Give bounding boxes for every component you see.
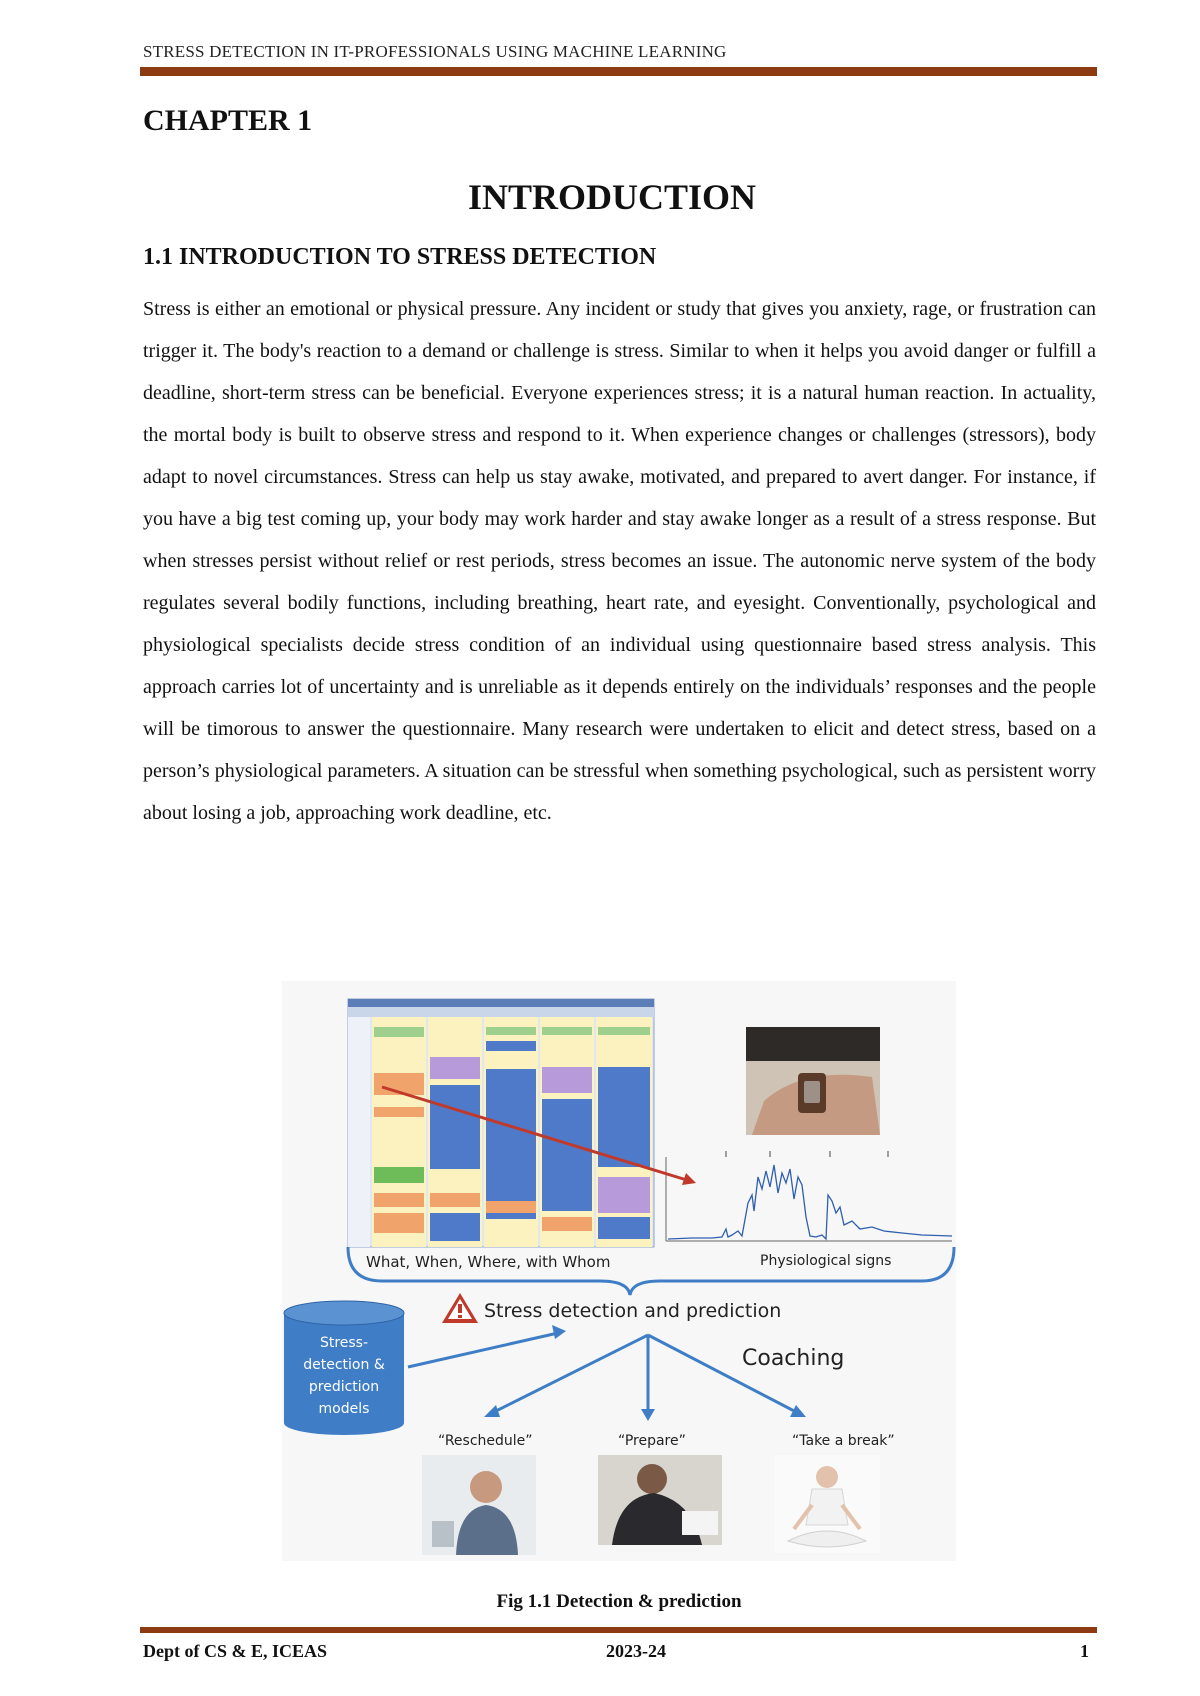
header-rule	[140, 67, 1097, 76]
chapter-title: INTRODUCTION	[467, 177, 757, 217]
coaching-label: Coaching	[742, 1346, 845, 1371]
footer-year: 2023-24	[606, 1641, 666, 1661]
model-text-4: models	[318, 1401, 370, 1417]
model-text-1: Stress-	[319, 1335, 369, 1351]
take-a-break-photo	[774, 1455, 880, 1553]
models-database-icon	[284, 1301, 404, 1435]
option-prepare-label: “Prepare”	[618, 1433, 686, 1449]
figure-stress-detection	[282, 981, 956, 1561]
prepare-photo	[598, 1455, 722, 1545]
physiological-signal-plot	[666, 1151, 952, 1241]
wrist-sensor-photo	[746, 1027, 880, 1135]
model-text-3: prediction	[308, 1379, 380, 1395]
signals-label: Physiological signs	[760, 1253, 892, 1269]
section-heading: 1.1 INTRODUCTION TO STRESS DETECTION	[143, 244, 657, 270]
footer-department: Dept of CS & E, ICEAS	[143, 1641, 328, 1661]
option-reschedule-label: “Reschedule”	[438, 1433, 533, 1449]
stress-label: Stress detection and prediction	[484, 1300, 782, 1322]
footer-rule	[140, 1627, 1097, 1633]
figure-diagram	[282, 981, 956, 1561]
body-paragraph: Stress is either an emotional or physical pressure. Any incident or study that gives you anxiety, rage, or frustration can trigger it. The body's reaction to a demand or challenge is stress. Similar to when it helps you avoid danger or fulfill a deadline, short-term stress can be beneficial. Everyone experiences stress; it is a natural human reaction. In actuality, the mortal body is built to observe stress and respond to it. When experience changes or challenges (stressors), body adapt to novel circumstances. Stress can help us stay awake, motivated, and prepared to avert danger. For instance, if you have a big test coming up, your body may work harder and stay awake longer as a result of a stress response. But when stresses persist without relief or rest periods, stress becomes an issue. The autonomic nerve system of the body regulates several bodily functions, including breathing, heart rate, and eyesight. Conventionally, psychological and physiological specialists decide stress condition of an individual using questionnaire based stress analysis. This approach carries lot of uncertainty and is unreliable as it depends entirely on the individuals’ responses and the people will be timorous to answer the questionnaire. Many research were undertaken to elicit and detect stress, based on a person’s physiological parameters. A situation can be stressful when something psychological, such as persistent worry about losing a job, approaching work deadline, etc.	[143, 298, 1096, 824]
running-header: STRESS DETECTION IN IT-PROFESSIONALS USING MACHINE LEARNING	[143, 42, 727, 61]
figure-caption: Fig 1.1 Detection & prediction	[496, 1591, 742, 1612]
page-number: 1	[1080, 1641, 1089, 1661]
option-break-label: “Take a break”	[792, 1433, 895, 1449]
calendar-label: What, When, Where, with Whom	[366, 1253, 611, 1271]
reschedule-photo	[422, 1455, 536, 1555]
model-text-2: detection &	[303, 1357, 385, 1373]
warning-icon	[442, 1293, 478, 1323]
chapter-label: CHAPTER 1	[143, 104, 313, 137]
